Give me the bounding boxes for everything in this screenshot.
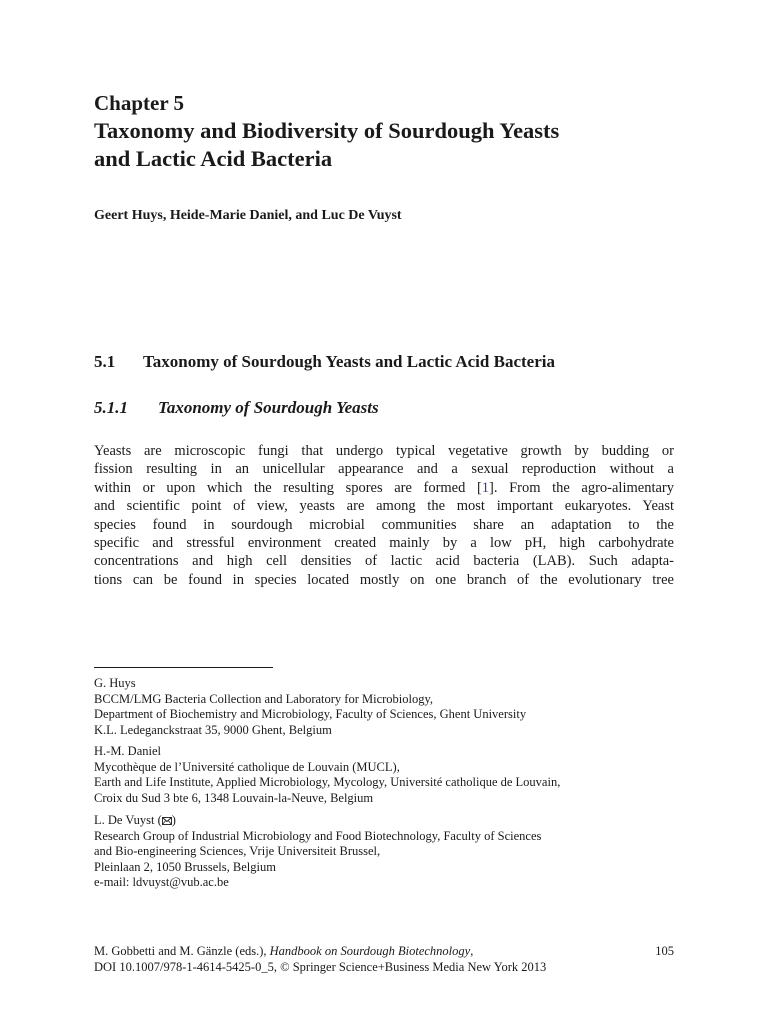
body-line: tions can be found in species located mostly on one branch of the evolutionary tree xyxy=(94,571,674,588)
footer-doi: DOI 10.1007/978-1-4614-5425-0_5, © Springer Science+Business Media New York 2013 xyxy=(94,960,547,974)
affiliation-line: Research Group of Industrial Microbiology and Food Biotechnology, Faculty of Sciences xyxy=(94,828,542,843)
affiliation-line: K.L. Ledeganckstraat 35, 9000 Ghent, Belgium xyxy=(94,722,332,737)
affiliation-devuyst xyxy=(94,813,694,891)
footnote-divider xyxy=(94,667,273,668)
author-name-close: ) xyxy=(171,813,176,827)
affiliation-line: Pleinlaan 2, 1050 Brussels, Belgium xyxy=(94,859,276,874)
body-line: species found in sourdough microbial communities share an adaptation to the xyxy=(94,516,674,533)
affiliation-line: and Bio-engineering Sciences, Vrije Universiteit Brussel, xyxy=(94,844,381,859)
body-line: and scientific point of view, yeasts are among the most important eukaryotes. Yeast xyxy=(94,498,674,515)
citation-editors: M. Gobbetti and M. Gänzle (eds.), xyxy=(94,944,270,958)
citation-link[interactable]: 1 xyxy=(481,479,490,496)
body-text-segment: ]. From the agro-alimentary xyxy=(489,479,674,496)
chapter-title xyxy=(94,117,694,173)
section-number: 5.1 xyxy=(94,352,116,371)
email-address[interactable]: e-mail: ldvuyst@vub.ac.be xyxy=(94,875,229,890)
chapter-title-line: Taxonomy and Biodiversity of Sourdough Yeasts xyxy=(94,118,560,143)
subsection-heading xyxy=(94,398,379,418)
affiliation-line: Mycothèque de l’Université catholique de Louvain (MUCL), xyxy=(94,759,400,774)
affiliation-line: Earth and Life Institute, Applied Microbiology, Mycology, Université catholique de Louvain, xyxy=(94,775,561,790)
body-line: concentrations and high cell densities of lactic acid bacteria (LAB). Such adapta- xyxy=(94,553,674,570)
subsection-title: Taxonomy of Sourdough Yeasts xyxy=(158,398,379,417)
body-line xyxy=(94,479,674,497)
section-title: Taxonomy of Sourdough Yeasts and Lactic Acid Bacteria xyxy=(143,352,555,371)
citation-separator: , xyxy=(470,944,474,958)
author-list: Geert Huys, Heide-Marie Daniel, and Luc De Vuyst xyxy=(94,208,402,223)
affiliation-huys xyxy=(94,676,694,738)
envelope-icon xyxy=(162,814,172,822)
affiliation-line: Department of Biochemistry and Microbiology, Faculty of Sciences, Ghent University xyxy=(94,707,527,722)
body-line: specific and stressful environment created mainly by a low pH, high carbohydrate xyxy=(94,535,674,552)
affiliation-daniel xyxy=(94,744,694,806)
affiliation-author-name xyxy=(94,813,694,829)
body-paragraph xyxy=(94,442,674,589)
page-footer xyxy=(94,943,674,975)
affiliation-line: Croix du Sud 3 bte 6, 1348 Louvain-la-Neuve, Belgium xyxy=(94,790,374,805)
affiliation-line: H.-M. Daniel xyxy=(94,744,161,758)
subsection-number: 5.1.1 xyxy=(94,398,128,417)
page-number: 105 xyxy=(655,944,674,958)
chapter-label: Chapter 5 xyxy=(94,91,185,115)
chapter-title-line: and Lactic Acid Bacteria xyxy=(94,146,333,171)
citation-book-title: Handbook on Sourdough Biotechnology xyxy=(269,944,471,958)
body-line: fission resulting in an unicellular appearance and a sexual reproduction without a xyxy=(94,461,674,478)
affiliation-line: BCCM/LMG Bacteria Collection and Laboratory for Microbiology, xyxy=(94,691,434,706)
affiliation-line: G. Huys xyxy=(94,676,136,690)
section-heading xyxy=(94,352,555,372)
body-line: Yeasts are microscopic fungi that undergo typical vegetative growth by budding or xyxy=(94,443,674,459)
author-name: L. De Vuyst ( xyxy=(94,813,162,827)
footer-citation xyxy=(94,943,674,959)
body-text-segment: within or upon which the resulting spores are formed [ xyxy=(94,479,482,496)
